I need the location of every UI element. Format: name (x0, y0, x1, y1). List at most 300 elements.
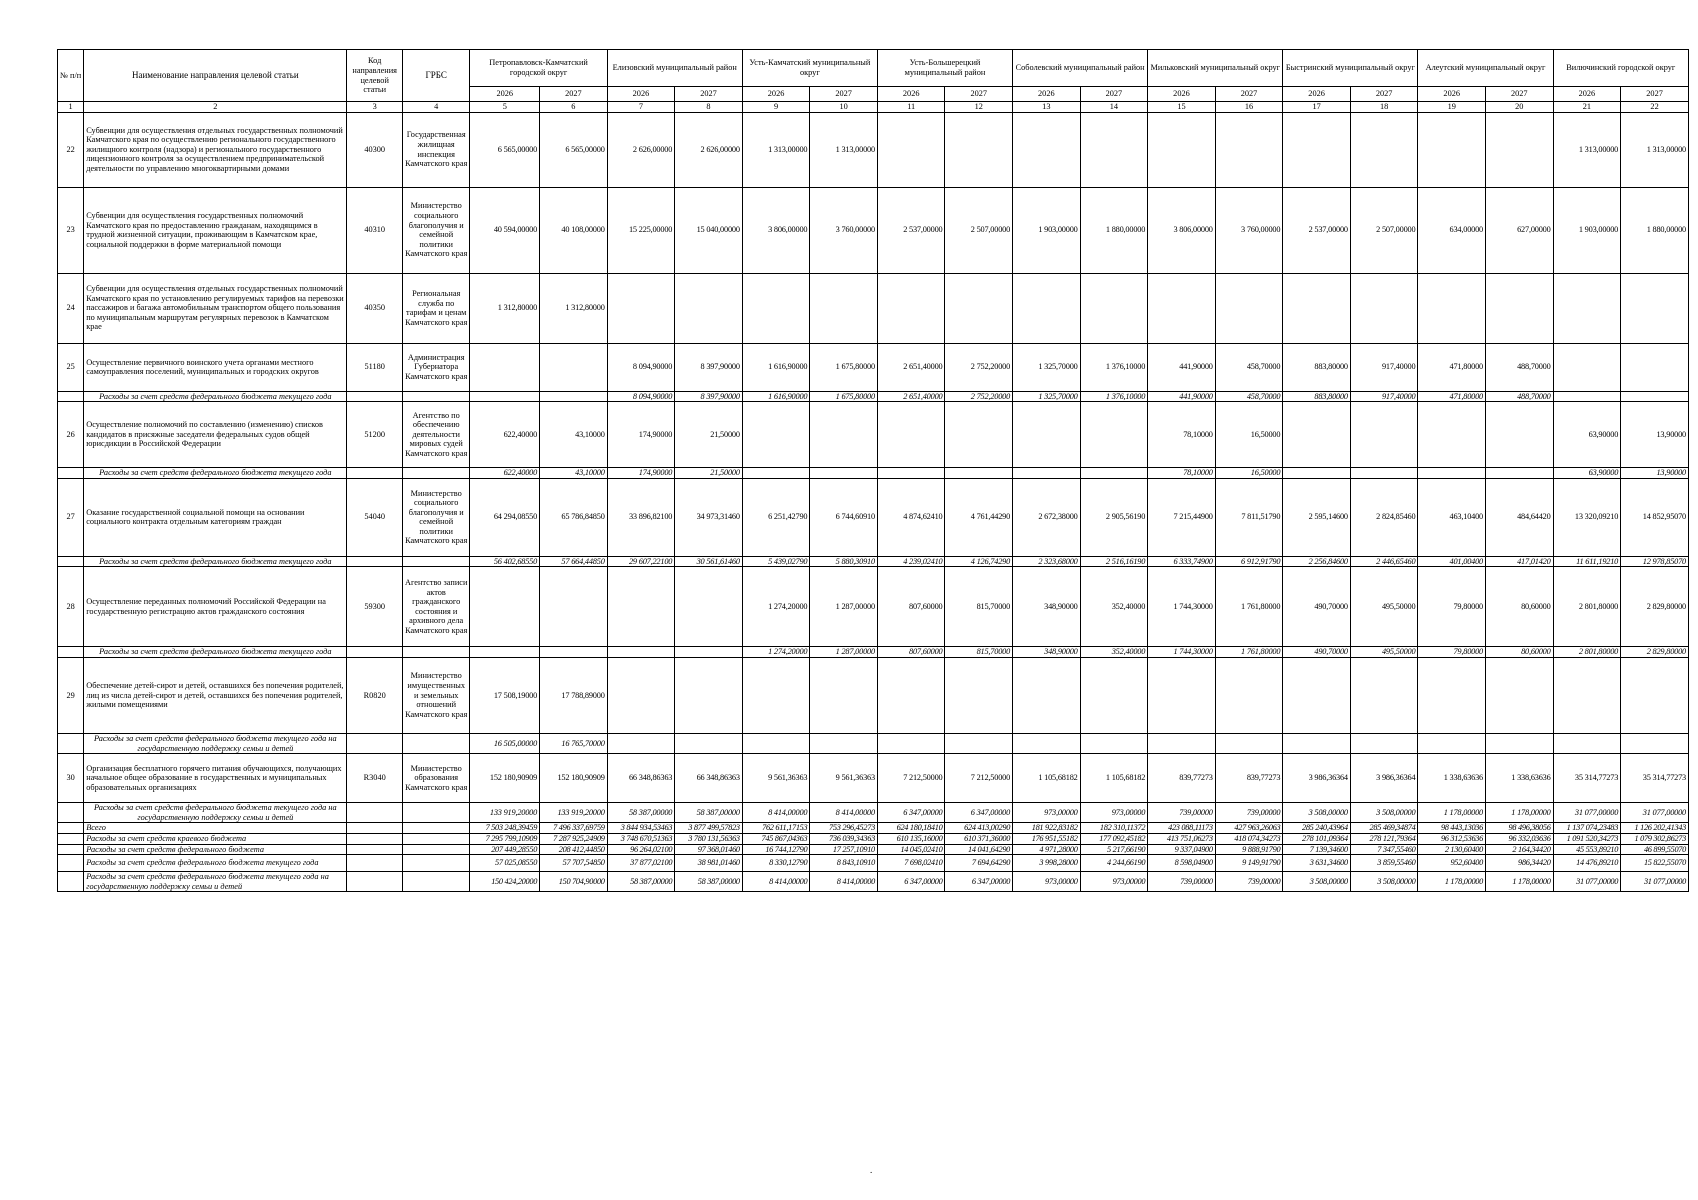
value-cell (675, 647, 743, 658)
value-cell (1283, 657, 1351, 733)
value-cell: 58 387,00000 (607, 803, 675, 823)
value-cell: 1 903,00000 (1013, 187, 1081, 273)
total-value: 986,34420 (1486, 855, 1554, 872)
value-cell (607, 647, 675, 658)
value-cell: 174,90000 (607, 468, 675, 479)
total-grbs (402, 872, 470, 892)
total-value: 413 751,06273 (1148, 833, 1216, 844)
value-cell (675, 273, 743, 343)
value-cell: 13,90000 (1621, 468, 1689, 479)
value-cell: 6 565,00000 (540, 112, 608, 187)
value-cell: 80,60000 (1486, 647, 1554, 658)
value-cell (1283, 273, 1351, 343)
total-value: 8 598,04900 (1148, 855, 1216, 872)
row-name: Расходы за счет средств федерального бюджета текущего года на государственную поддержку семьи и детей (84, 733, 347, 753)
total-value: 1 137 074,23483 (1553, 823, 1621, 834)
value-cell: 490,70000 (1283, 567, 1351, 647)
value-cell: 40 108,00000 (540, 187, 608, 273)
year-header: 2027 (1080, 87, 1148, 102)
value-cell: 1 616,90000 (742, 391, 810, 402)
value-cell (1350, 112, 1418, 187)
total-value: 31 077,00000 (1553, 872, 1621, 892)
row-name: Расходы за счет средств федерального бюджета текущего года (84, 647, 347, 658)
table-row (58, 657, 1689, 733)
row-number: 24 (58, 273, 84, 343)
total-value: 427 963,26063 (1215, 823, 1283, 834)
row-number (58, 647, 84, 658)
column-index: 7 (607, 102, 675, 113)
total-row (58, 872, 1689, 892)
value-cell: 7 212,50000 (945, 754, 1013, 803)
value-cell: 15 040,00000 (675, 187, 743, 273)
value-cell (877, 112, 945, 187)
value-cell: 1 313,00000 (1553, 112, 1621, 187)
value-cell: 3 760,00000 (810, 187, 878, 273)
column-index: 11 (877, 102, 945, 113)
total-code (347, 855, 402, 872)
value-cell (1418, 112, 1486, 187)
total-value: 7 698,02410 (877, 855, 945, 872)
value-cell (675, 567, 743, 647)
total-value: 208 412,44850 (540, 844, 608, 855)
column-index: 22 (1621, 102, 1689, 113)
value-cell: 495,50000 (1350, 647, 1418, 658)
year-header: 2027 (1350, 87, 1418, 102)
region-header: Вилючинский городской округ (1553, 50, 1688, 87)
value-cell: 458,70000 (1215, 343, 1283, 391)
value-cell: 3 760,00000 (1215, 187, 1283, 273)
year-header: 2026 (1148, 87, 1216, 102)
value-cell: 8 414,00000 (810, 803, 878, 823)
table-row (58, 273, 1689, 343)
column-index: 9 (742, 102, 810, 113)
total-value: 8 414,00000 (810, 872, 878, 892)
value-cell: 5 439,02790 (742, 556, 810, 567)
total-label: Расходы за счет средств федерального бюджета текущего года на государственную поддержку семьи и детей (84, 872, 347, 892)
total-value: 610 371,36000 (945, 833, 1013, 844)
value-cell (1148, 733, 1216, 753)
row-grbs: Агентство по обеспечению деятельности мировых судей Камчатского края (402, 402, 470, 468)
total-value: 14 045,02410 (877, 844, 945, 855)
value-cell: 2 446,65460 (1350, 556, 1418, 567)
value-cell: 1 880,00000 (1080, 187, 1148, 273)
value-cell (607, 273, 675, 343)
value-cell: 2 323,68000 (1013, 556, 1081, 567)
value-cell: 352,40000 (1080, 567, 1148, 647)
column-index: 17 (1283, 102, 1351, 113)
row-name: Оказание государственной социальной помощи на основании социального контракта отдельным категориям граждан (84, 478, 347, 556)
value-cell: 1 376,10000 (1080, 343, 1148, 391)
value-cell (1283, 733, 1351, 753)
value-cell: 66 348,86363 (607, 754, 675, 803)
region-header: Соболевский муниципальный район (1013, 50, 1148, 87)
value-cell: 815,70000 (945, 567, 1013, 647)
value-cell: 622,40000 (470, 402, 540, 468)
value-cell: 2 801,80000 (1553, 647, 1621, 658)
value-cell: 634,00000 (1418, 187, 1486, 273)
total-value: 739,00000 (1148, 872, 1216, 892)
total-value: 1 091 520,34273 (1553, 833, 1621, 844)
total-value: 952,60400 (1418, 855, 1486, 872)
value-cell (1553, 391, 1621, 402)
subtotal-row (58, 647, 1689, 658)
value-cell: 348,90000 (1013, 647, 1081, 658)
value-cell: 839,77273 (1148, 754, 1216, 803)
column-index: 10 (810, 102, 878, 113)
value-cell (470, 343, 540, 391)
row-number: 23 (58, 187, 84, 273)
value-cell (1486, 402, 1554, 468)
value-cell (742, 468, 810, 479)
value-cell (1553, 343, 1621, 391)
value-cell (1215, 657, 1283, 733)
value-cell (470, 391, 540, 402)
total-value: 973,00000 (1080, 872, 1148, 892)
value-cell (945, 733, 1013, 753)
total-value: 7 295 799,10909 (470, 833, 540, 844)
value-cell (1553, 657, 1621, 733)
value-cell: 6 565,00000 (470, 112, 540, 187)
total-value: 37 877,02100 (607, 855, 675, 872)
value-cell: 1 338,63636 (1486, 754, 1554, 803)
row-number: 22 (58, 112, 84, 187)
value-cell: 495,50000 (1350, 567, 1418, 647)
row-code: 54040 (347, 478, 402, 556)
year-header: 2026 (1283, 87, 1351, 102)
total-code (347, 872, 402, 892)
value-cell (1350, 273, 1418, 343)
row-number: 29 (58, 657, 84, 733)
value-cell: 63,90000 (1553, 468, 1621, 479)
value-cell (1486, 112, 1554, 187)
value-cell: 2 507,00000 (1350, 187, 1418, 273)
total-value: 285 240,43964 (1283, 823, 1351, 834)
row-number: 25 (58, 343, 84, 391)
value-cell: 417,01420 (1486, 556, 1554, 567)
value-cell: 2 824,85460 (1350, 478, 1418, 556)
value-cell: 58 387,00000 (675, 803, 743, 823)
value-cell: 12 978,85070 (1621, 556, 1689, 567)
value-cell (1418, 657, 1486, 733)
column-index: 8 (675, 102, 743, 113)
value-cell (675, 733, 743, 753)
value-cell (1418, 733, 1486, 753)
value-cell (877, 273, 945, 343)
total-value: 753 296,45273 (810, 823, 878, 834)
value-cell: 6 744,60910 (810, 478, 878, 556)
total-value: 973,00000 (1013, 872, 1081, 892)
value-cell (1013, 657, 1081, 733)
value-cell: 883,80000 (1283, 343, 1351, 391)
total-value: 7 503 248,39459 (470, 823, 540, 834)
value-cell (1080, 273, 1148, 343)
column-index: 19 (1418, 102, 1486, 113)
value-cell (1350, 657, 1418, 733)
total-value: 285 469,34874 (1350, 823, 1418, 834)
value-cell: 80,60000 (1486, 567, 1554, 647)
value-cell: 78,10000 (1148, 468, 1216, 479)
value-cell: 79,80000 (1418, 567, 1486, 647)
year-header: 2026 (1013, 87, 1081, 102)
value-cell: 35 314,77273 (1621, 754, 1689, 803)
row-grbs (402, 556, 470, 567)
value-cell (1486, 273, 1554, 343)
total-value: 610 135,16000 (877, 833, 945, 844)
total-value: 624 413,00290 (945, 823, 1013, 834)
value-cell: 13 320,09210 (1553, 478, 1621, 556)
value-cell: 1 675,80000 (810, 343, 878, 391)
value-cell: 11 611,19210 (1553, 556, 1621, 567)
total-row (58, 844, 1689, 855)
value-cell: 14 852,95070 (1621, 478, 1689, 556)
total-value: 182 310,11372 (1080, 823, 1148, 834)
total-value: 745 867,04363 (742, 833, 810, 844)
total-value: 3 859,55460 (1350, 855, 1418, 872)
value-cell: 3 986,36364 (1350, 754, 1418, 803)
row-number: 27 (58, 478, 84, 556)
value-cell: 16 505,00000 (470, 733, 540, 753)
value-cell: 2 672,38000 (1013, 478, 1081, 556)
value-cell: 1 744,30000 (1148, 647, 1216, 658)
value-cell: 3 986,36364 (1283, 754, 1351, 803)
row-number: 28 (58, 567, 84, 647)
total-value: 46 899,55070 (1621, 844, 1689, 855)
value-cell: 1 287,00000 (810, 567, 878, 647)
value-cell: 3 508,00000 (1350, 803, 1418, 823)
value-cell (1621, 343, 1689, 391)
value-cell (1013, 468, 1081, 479)
column-index: 21 (1553, 102, 1621, 113)
total-value: 762 611,17153 (742, 823, 810, 834)
value-cell (1418, 468, 1486, 479)
value-cell: 622,40000 (470, 468, 540, 479)
value-cell (1283, 468, 1351, 479)
row-grbs: Министерство образования Камчатского края (402, 754, 470, 803)
value-cell (1080, 468, 1148, 479)
table-row (58, 187, 1689, 273)
value-cell: 8 094,90000 (607, 343, 675, 391)
col-header-code: Код направления целевой статьи (347, 50, 402, 102)
value-cell: 40 594,00000 (470, 187, 540, 273)
total-row (58, 823, 1689, 834)
value-cell (1013, 273, 1081, 343)
value-cell (1080, 402, 1148, 468)
value-cell: 3 806,00000 (742, 187, 810, 273)
value-cell (1148, 112, 1216, 187)
row-number (58, 803, 84, 823)
table-row (58, 478, 1689, 556)
row-code: 40310 (347, 187, 402, 273)
total-value: 9 149,91790 (1215, 855, 1283, 872)
row-grbs: Министерство социального благополучия и семейной политики Камчатского края (402, 187, 470, 273)
total-value: 739,00000 (1215, 872, 1283, 892)
total-value: 1 079 302,86273 (1621, 833, 1689, 844)
value-cell: 21,50000 (675, 402, 743, 468)
value-cell: 739,00000 (1148, 803, 1216, 823)
value-cell: 6 347,00000 (877, 803, 945, 823)
value-cell: 488,70000 (1486, 391, 1554, 402)
value-cell: 7 215,44900 (1148, 478, 1216, 556)
row-code (347, 556, 402, 567)
value-cell: 3 508,00000 (1283, 803, 1351, 823)
value-cell (1621, 273, 1689, 343)
total-value: 1 126 202,41343 (1621, 823, 1689, 834)
value-cell (675, 657, 743, 733)
value-cell: 1 675,80000 (810, 391, 878, 402)
row-grbs (402, 391, 470, 402)
total-row (58, 833, 1689, 844)
total-value: 57 025,08550 (470, 855, 540, 872)
value-cell: 973,00000 (1013, 803, 1081, 823)
value-cell: 4 126,74290 (945, 556, 1013, 567)
value-cell (1148, 657, 1216, 733)
value-cell: 79,80000 (1418, 647, 1486, 658)
value-cell: 4 874,62410 (877, 478, 945, 556)
value-cell: 917,40000 (1350, 391, 1418, 402)
value-cell: 174,90000 (607, 402, 675, 468)
total-value: 3 508,00000 (1350, 872, 1418, 892)
value-cell (1350, 733, 1418, 753)
value-cell (540, 647, 608, 658)
value-cell (1350, 468, 1418, 479)
row-code: 51180 (347, 343, 402, 391)
value-cell: 458,70000 (1215, 391, 1283, 402)
total-value: 181 922,83182 (1013, 823, 1081, 834)
value-cell: 8 094,90000 (607, 391, 675, 402)
total-value: 96 264,02100 (607, 844, 675, 855)
value-cell: 31 077,00000 (1553, 803, 1621, 823)
value-cell: 463,10400 (1418, 478, 1486, 556)
total-value: 98 496,38056 (1486, 823, 1554, 834)
total-value: 278 121,79364 (1350, 833, 1418, 844)
value-cell: 2 537,00000 (1283, 187, 1351, 273)
value-cell: 1 325,70000 (1013, 391, 1081, 402)
row-grbs: Министерство социального благополучия и семейной политики Камчатского края (402, 478, 470, 556)
value-cell: 1 338,63636 (1418, 754, 1486, 803)
value-cell: 2 905,56190 (1080, 478, 1148, 556)
value-cell: 34 973,31460 (675, 478, 743, 556)
row-grbs (402, 733, 470, 753)
year-header: 2026 (1418, 87, 1486, 102)
value-cell (1080, 112, 1148, 187)
total-value: 624 180,18410 (877, 823, 945, 834)
value-cell: 2 256,84600 (1283, 556, 1351, 567)
value-cell: 1 313,00000 (1621, 112, 1689, 187)
value-cell (945, 657, 1013, 733)
value-cell: 152 180,90909 (470, 754, 540, 803)
column-index: 18 (1350, 102, 1418, 113)
col-header-grbs: ГРБС (402, 50, 470, 102)
row-grbs (402, 647, 470, 658)
row-code: 51200 (347, 402, 402, 468)
value-cell: 2 651,40000 (877, 391, 945, 402)
value-cell: 1 312,80000 (470, 273, 540, 343)
total-value: 9 337,04900 (1148, 844, 1216, 855)
total-value: 45 553,89210 (1553, 844, 1621, 855)
value-cell: 15 225,00000 (607, 187, 675, 273)
value-cell: 30 561,61460 (675, 556, 743, 567)
row-name: Обеспечение детей-сирот и детей, оставшихся без попечения родителей, лиц из числа детей-сирот и детей, оставшихся без попечения родителей, жилыми помещениями (84, 657, 347, 733)
value-cell: 1 105,68182 (1013, 754, 1081, 803)
year-header: 2027 (1621, 87, 1689, 102)
value-cell (1215, 733, 1283, 753)
row-grbs: Региональная служба по тарифам и ценам Камчатского края (402, 273, 470, 343)
value-cell (810, 402, 878, 468)
value-cell: 8 414,00000 (742, 803, 810, 823)
total-value: 423 088,11173 (1148, 823, 1216, 834)
row-code: R0820 (347, 657, 402, 733)
value-cell: 973,00000 (1080, 803, 1148, 823)
value-cell: 739,00000 (1215, 803, 1283, 823)
column-index: 20 (1486, 102, 1554, 113)
value-cell (810, 733, 878, 753)
value-cell: 35 314,77273 (1553, 754, 1621, 803)
value-cell: 401,00400 (1418, 556, 1486, 567)
row-grbs (402, 468, 470, 479)
budget-table (57, 49, 1689, 892)
total-value: 14 476,89210 (1553, 855, 1621, 872)
value-cell (742, 733, 810, 753)
value-cell: 2 626,00000 (607, 112, 675, 187)
total-code (347, 833, 402, 844)
value-cell: 9 561,36363 (742, 754, 810, 803)
year-header: 2026 (607, 87, 675, 102)
total-spacer (58, 855, 84, 872)
col-header-name: Наименование направления целевой статьи (84, 50, 347, 102)
total-label: Расходы за счет средств федерального бюджета (84, 844, 347, 855)
row-name: Расходы за счет средств федерального бюджета текущего года (84, 391, 347, 402)
year-header: 2027 (810, 87, 878, 102)
row-code (347, 391, 402, 402)
total-row (58, 855, 1689, 872)
total-value: 150 424,20000 (470, 872, 540, 892)
value-cell (1486, 657, 1554, 733)
value-cell (1621, 657, 1689, 733)
value-cell: 57 664,44850 (540, 556, 608, 567)
total-value: 58 387,00000 (675, 872, 743, 892)
value-cell: 4 761,44290 (945, 478, 1013, 556)
value-cell (945, 273, 1013, 343)
value-cell: 1 761,80000 (1215, 567, 1283, 647)
value-cell (1486, 733, 1554, 753)
row-number (58, 556, 84, 567)
value-cell (877, 657, 945, 733)
value-cell (742, 657, 810, 733)
total-value: 8 843,10910 (810, 855, 878, 872)
total-spacer (58, 823, 84, 834)
column-index: 4 (402, 102, 470, 113)
total-code (347, 823, 402, 834)
total-value: 98 443,13036 (1418, 823, 1486, 834)
value-cell (540, 343, 608, 391)
year-header: 2027 (1215, 87, 1283, 102)
value-cell (1486, 468, 1554, 479)
value-cell (1080, 733, 1148, 753)
year-header: 2026 (877, 87, 945, 102)
total-value: 3 748 670,51363 (607, 833, 675, 844)
value-cell: 29 607,22100 (607, 556, 675, 567)
value-cell: 4 239,02410 (877, 556, 945, 567)
value-cell: 1 744,30000 (1148, 567, 1216, 647)
total-value: 38 981,01460 (675, 855, 743, 872)
subtotal-row (58, 733, 1689, 753)
value-cell (1283, 402, 1351, 468)
total-grbs (402, 833, 470, 844)
year-header: 2027 (945, 87, 1013, 102)
total-value: 7 496 337,69759 (540, 823, 608, 834)
value-cell (1080, 657, 1148, 733)
year-header: 2026 (1553, 87, 1621, 102)
